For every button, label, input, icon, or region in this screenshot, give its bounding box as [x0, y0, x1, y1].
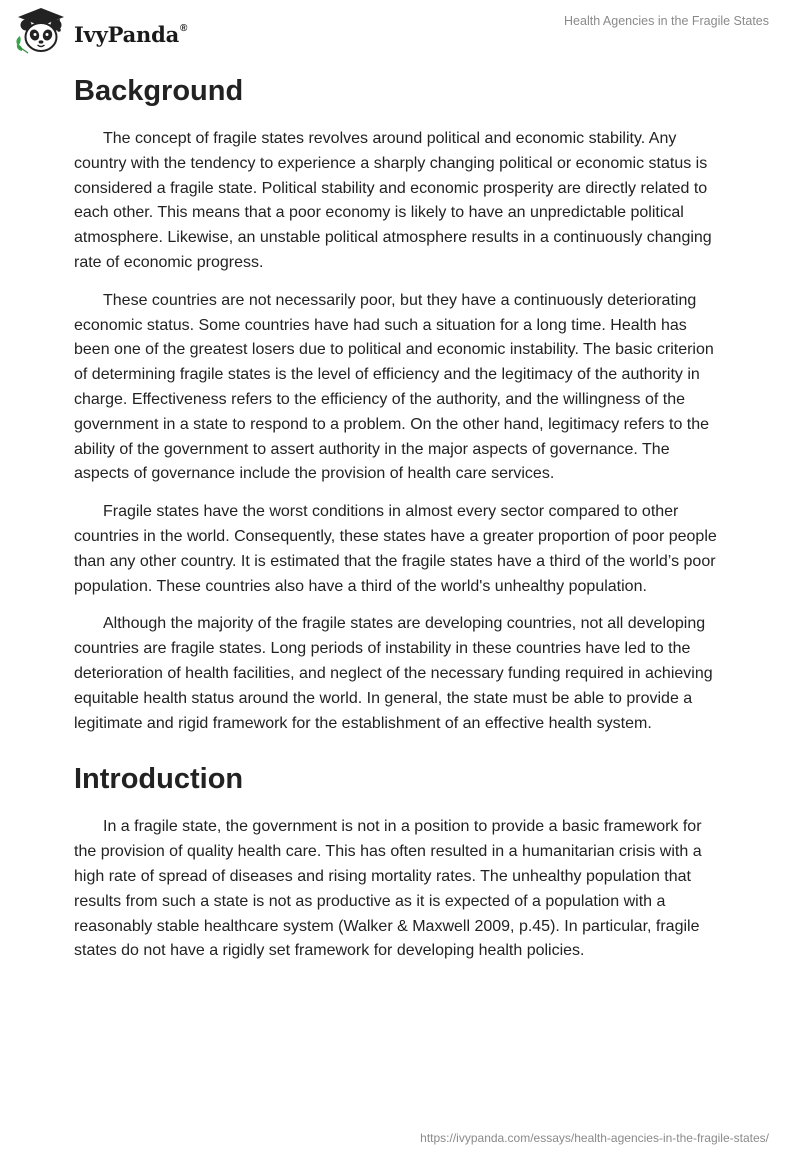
essay-content: [74, 68, 726, 977]
ivypanda-logo[interactable]: [12, 6, 187, 56]
paragraph: In a fragile state, the government is not in a position to provide a basic framework for the provision of quality health care. This has often resulted in a humanitarian crisis with a high rate of spread of diseases and rising mortality rates. The unhealthy population that results from such a state is not as productive as it is expected of a population with a reasonably stable healthcare system (Walker & Maxwell 2009, p.45). In particular, fragile states do not have a rigidly set framework for developing health policies.: [74, 818, 702, 960]
paragraph: These countries are not necessarily poor, but they have a continuously deteriorating economic status. Some countries have had such a situation for a long time. Health has been one of the greatest losers due to political and economic instability. The basic criterion of determining fragile states is the level of efficiency and the legitimacy of the authority in charge. Effectiveness refers to the efficiency of the authority, and the willingness of the government in a state to respond to a problem. On the other hand, legitimacy refers to the ability of the government to assert authority in the major aspects of governance. The aspects of governance include the provision of health care services.: [74, 291, 714, 483]
paragraph: Fragile states have the worst conditions in almost every sector compared to other countries in the world. Consequently, these states have a greater proportion of poor people than any other country. It is estimated that the fragile states have a third of the world’s poor population. These countries also have a third of the world's unhealthy population.: [74, 503, 717, 595]
paragraph: The concept of fragile states revolves around political and economic stability. Any country with the tendency to experience a sharply changing political or economic status is considered a fragile state. Political stability and economic prosperity are directly related to each other. This means that a poor economy is likely to have an unpredictable political atmosphere. Likewise, an unstable political atmosphere results in a continuously changing rate of economic progress.: [74, 130, 712, 271]
running-title: Health Agencies in the Fragile States: [564, 14, 769, 28]
page-header: [0, 0, 800, 64]
registered-mark: ®: [180, 22, 188, 34]
paragraph: Although the majority of the fragile states are developing countries, not all developing countries are fragile states. Long periods of instability in these countries have led to the deterioration of health facilities, and neglect of the necessary funding required in achieving equitable health status around the world. In general, the state must be able to provide a legitimate and rigid framework for the establishment of an effective health system.: [74, 615, 713, 732]
section-heading-background: Background: [74, 75, 244, 107]
footer-url-link[interactable]: https://ivypanda.com/essays/health-agencies-in-the-fragile-states/: [420, 1131, 769, 1145]
brand-name: IvyPanda®: [74, 21, 188, 47]
panda-graduation-cap-icon: [12, 6, 70, 56]
section-heading-introduction: Introduction: [74, 763, 244, 796]
